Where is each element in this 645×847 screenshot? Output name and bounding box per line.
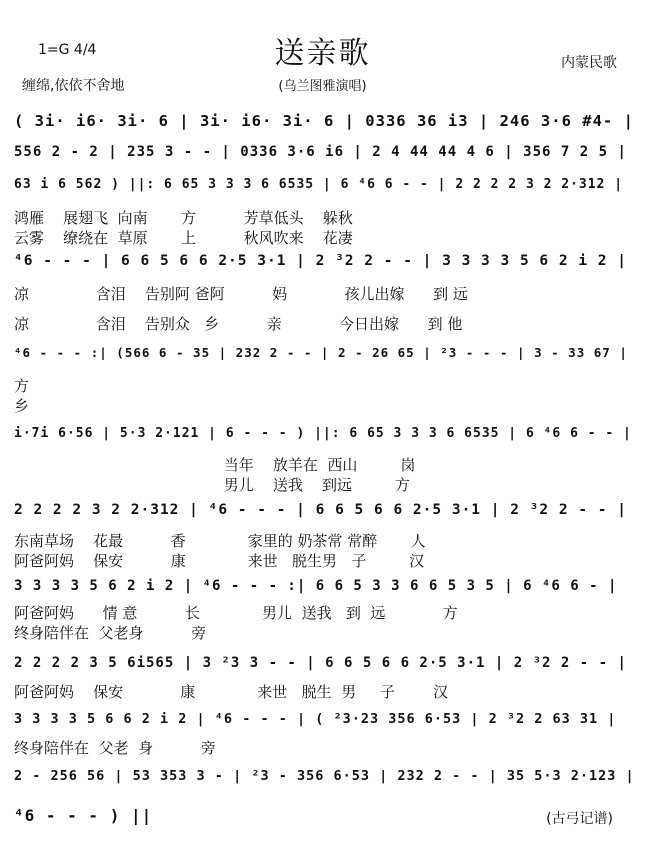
key-signature: 1=G 4/4 [38, 42, 97, 58]
lyric-verse-2: 终身陪伴在 父老身 旁 [14, 624, 207, 642]
lyric-verse-2: 男儿 送我 到远 方 [14, 476, 410, 494]
lyric-verse-1: 方 [14, 377, 30, 395]
notation-line: 63 i 6 562 ) ||: 6 65 3 3 3 6 6535 | 6 ⁴6 6 - - | 2 2 2 2 3 2 2·312 | [14, 177, 624, 192]
lyric-verse-2: 云雾 缭绕在 草原 上 秋风吹来 花凄 [14, 229, 353, 247]
notation-line: 2 2 2 2 3 2 2·312 | ⁴6 - - - | 6 6 5 6 6 2·5 3·1 | 2 ³2 2 - - | [14, 502, 627, 518]
lyric-verse-1: 终身陪伴在 父老 身 旁 [14, 739, 216, 757]
notation-line: 3 3 3 3 5 6 6 2 i 2 | ⁴6 - - - | ( ²3·23 356 6·53 | 2 ³2 2 63 31 | [14, 711, 617, 727]
notation-line: ( 3i· i6· 3i· 6 | 3i· i6· 3i· 6 | 0336 36 i3 | 246 3·6 #4- | [14, 112, 634, 130]
lyric-verse-1: 阿爸阿妈 保安 康 来世 脱生 男 子 汉 [14, 683, 449, 701]
lyric-verse-2: 凉 含泪 告别众 乡 亲 今日出嫁 到 他 [14, 315, 463, 333]
notation-line: ⁴6 - - - ) || [14, 806, 153, 825]
lyric-verse-1: 阿爸阿妈 情 意 长 男儿 送我 到 远 方 [14, 604, 458, 622]
lyric-verse-2: 乡 [14, 397, 30, 415]
lyric-verse-2: 阿爸阿妈 保安 康 来世 脱生男 子 汉 [14, 552, 425, 570]
notation-line: i·7i 6·56 | 5·3 2·121 | 6 - - - ) ||: 6 65 3 3 3 6 6535 | 6 ⁴6 6 - - | [14, 426, 632, 441]
lyric-verse-1: 凉 含泪 告别阿 爸阿 妈 孩儿出嫁 到 远 [14, 285, 468, 303]
song-origin: 内蒙民歌 [561, 55, 617, 71]
song-title: 送亲歌 [274, 36, 371, 71]
notation-line: ⁴6 - - - | 6 6 5 6 6 2·5 3·1 | 2 ³2 2 - - | 3 3 3 3 5 6 2 i 2 | [14, 253, 627, 269]
performer-line: (乌兰图雅演唱) [278, 79, 367, 94]
notation-line: 2 2 2 2 3 5 6i565 | 3 ²3 3 - - | 6 6 5 6 6 2·5 3·1 | 2 ³2 2 - - | [14, 655, 627, 671]
lyric-verse-1: 东南草场 花最 香 家里的 奶茶常 常醉 人 [14, 532, 426, 550]
expression-marking: 缠绵,依依不舍地 [22, 78, 125, 94]
notation-line: ⁴6 - - - :| (566 6 - 35 | 232 2 - - | 2 - 26 65 | ²3 - - - | 3 - 33 67 | [14, 345, 628, 360]
notation-line: 2 - 256 56 | 53 353 3 - | ²3 - 356 6·53 | 232 2 - - | 35 5·3 2·123 | [14, 768, 635, 784]
notation-line: 3 3 3 3 5 6 2 i 2 | ⁴6 - - - :| 6 6 5 3 3 6 6 5 3 5 | 6 ⁴6 6 - | [14, 578, 618, 594]
lyric-verse-1: 当年 放羊在 西山 岗 [14, 456, 416, 474]
notation-line: 556 2 - 2 | 235 3 - - | 0336 3·6 i6 | 2 4 44 44 4 6 | 356 7 2 5 | [14, 144, 627, 160]
lyric-verse-1: 鸿雁 展翅飞 向南 方 芳草低头 躲秋 [14, 209, 353, 227]
transcriber-credit: (古弓记谱) [546, 811, 613, 827]
